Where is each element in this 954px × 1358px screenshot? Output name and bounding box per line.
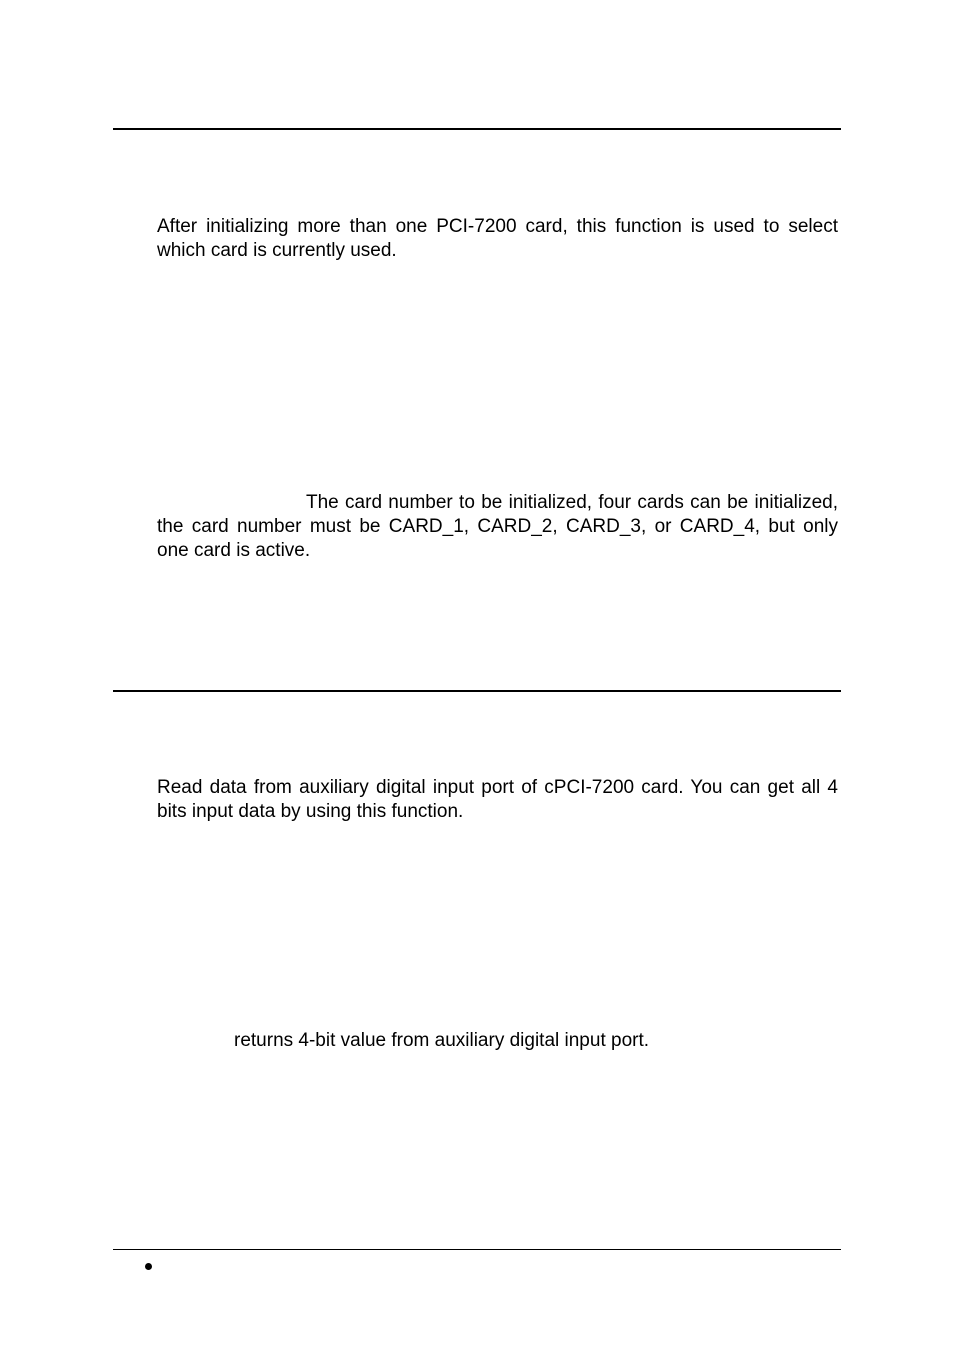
return-value-description: returns 4-bit value from auxiliary digital input port.	[234, 1030, 650, 1051]
section-divider-middle	[113, 690, 841, 692]
select-card-description: After initializing more than one PCI-7200 card, this function is used to select which card is currently used.	[157, 216, 838, 261]
footer-bullet-icon	[145, 1263, 152, 1270]
card-number-parameter-description: The card number to be initialized, four cards can be initialized, the card number must be CARD_1, CARD_2, CARD_3, or CARD_4, but only one card is active.	[157, 492, 838, 561]
footer-divider	[113, 1249, 841, 1250]
section-divider-top	[113, 128, 841, 130]
aux-input-description: Read data from auxiliary digital input port of cPCI-7200 card. You can get all 4 bits input data by using this function.	[157, 777, 838, 822]
